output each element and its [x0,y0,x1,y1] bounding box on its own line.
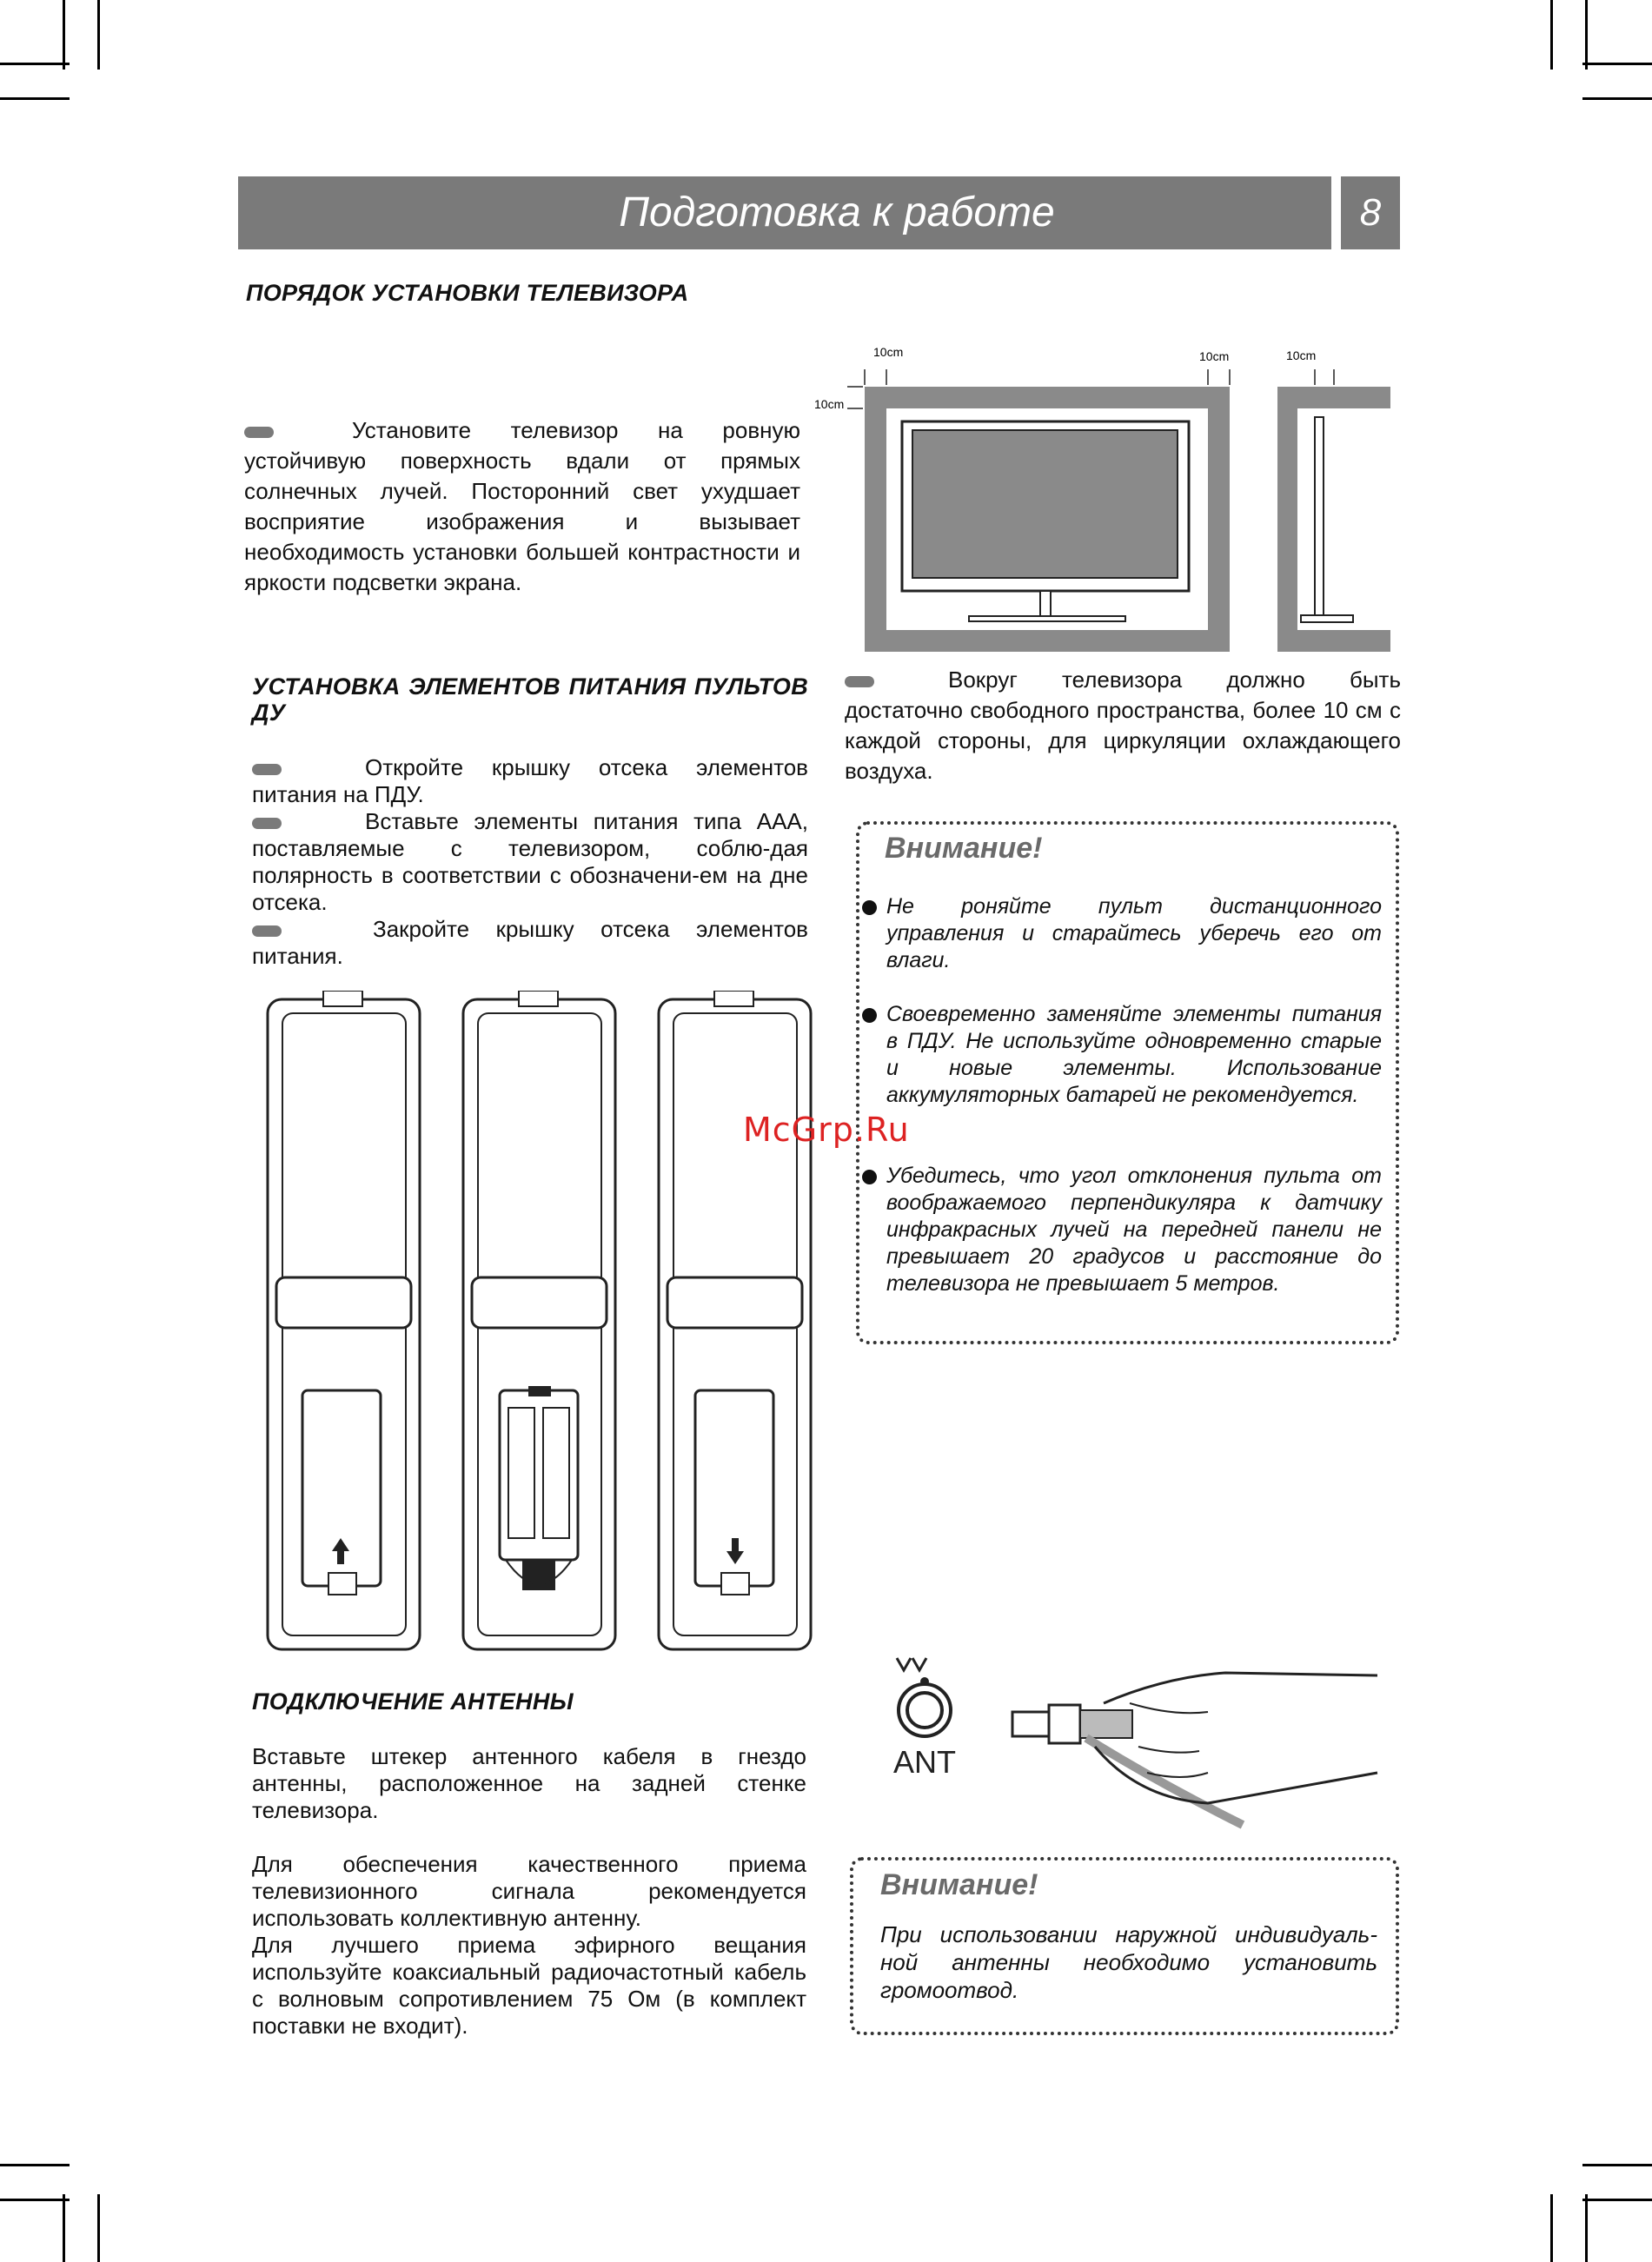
page-title: Подготовка к работе [238,176,1331,249]
ant-label: ANT [893,1744,956,1780]
antenna-paragraph-3: Для лучшего приема эфирного вещания используйте коаксиальный радиочастотный кабель с волновым сопротивлением 75 Ом (в комплект поставки не входит). [252,1932,806,2039]
remote-close-cover-icon [659,991,811,1649]
battery-step-1: Откройте крышку отсека элементов питания на ПДУ. [252,754,808,807]
clearance-floor-front [865,630,1230,652]
bullet-icon [252,818,282,829]
crop-mark [1582,2199,1652,2201]
battery-icon [543,1408,569,1538]
dimension-label: 10cm [873,345,904,359]
crop-mark [1585,0,1588,70]
warning-item: Убедитесь, что угол отклонения пульта от воображаемого перпендикуляра к датчику инфракрасных лучей на передней панели не превышает 20 градусов и расстояние до телевизора не превышает 5 метров. [860,1163,1382,1297]
warning-title: Внимание! [880,1868,1038,1901]
remote-battery-figure [261,991,817,1660]
clearance-paragraph: Вокруг телевизора должно быть достаточно свободного пространства, более 10 см с каждой стороны, для циркуляции охлаждающего воздуха. [845,667,1401,784]
remote-batteries-icon [463,991,615,1649]
bullet-icon [244,427,274,438]
warning-item: Своевременно заменяйте элементы питания в ПДУ. Не используйте одновременно старые и новые элементы. Использование аккумуляторных батарей не рекомендуется. [860,1001,1382,1109]
page-number: 8 [1341,176,1400,249]
bullet-icon [252,764,282,775]
hand-plug-icon [1012,1673,1377,1825]
crop-mark [63,0,65,70]
dimension-label: 10cm [1286,348,1317,362]
dimension-label: 10cm [814,397,845,411]
dimension-label: 10cm [1199,349,1230,363]
tv-side-icon [1315,417,1324,617]
battery-steps [252,754,808,970]
crop-mark [0,63,70,65]
battery-icon [508,1408,534,1538]
crop-mark [0,2164,70,2166]
heading-batteries: УСТАНОВКА ЭЛЕМЕНТОВ ПИТАНИЯ ПУЛЬТОВ ДУ [252,673,808,726]
remote-open-cover-icon [268,991,420,1649]
crop-mark [1585,2194,1588,2262]
tv-base [969,616,1125,621]
crop-mark [0,2199,70,2201]
battery-step-2: Вставьте элементы питания типа ААА, поставляемые с телевизором, соблю-дая полярность в соответствии с обозначени-ем на дне отсека. [252,808,808,915]
crop-mark [1550,2194,1553,2262]
warning-title: Внимание! [885,832,1043,865]
bullet-icon [252,925,282,937]
bullet-icon [845,676,874,687]
warning-item: Не роняйте пульт дистанционного управления и старайтесь уберечь его от влаги. [860,893,1382,974]
antenna-symbol-icon [897,1658,951,1736]
watermark: McGrp.Ru [743,1111,910,1149]
heading-install: ПОРЯДОК УСТАНОВКИ ТЕЛЕВИЗОРА [246,280,689,306]
crop-mark [63,2194,65,2262]
antenna-paragraph-2: Для обеспечения качественного приема телевизионного сигнала рекомендуется использовать коллективную антенну. [252,1851,806,1931]
warning-text: При использовании наружной индивидуаль-ной антенны необходимо установить громоотвод. [880,1921,1377,2003]
crop-mark [97,0,100,70]
tv-side-base [1301,615,1353,622]
bullet-dot-icon [862,900,877,915]
antenna-connection-figure [878,1651,1382,1860]
crop-mark [97,2194,100,2262]
crop-mark [0,97,70,100]
tv-screen [912,430,1178,578]
antenna-paragraph-1: Вставьте штекер антенного кабеля в гнездо антенны, расположенное на задней стенке телевизора. [252,1743,806,1823]
bullet-dot-icon [862,1170,877,1184]
crop-mark [1582,2164,1652,2166]
crop-mark [1582,97,1652,100]
clearance-frame-side [1277,387,1390,652]
crop-mark [1550,0,1553,70]
install-paragraph: Установите телевизор на ровную устойчивую поверхность вдали от прямых солнечных лучей. Посторонний свет ухудшает восприятие изображения и вызывает необходимость установки большей контрастности и яркости подсветки экрана. [244,417,800,595]
battery-step-3: Закройте крышку отсека элементов питания. [252,916,808,969]
heading-antenna: ПОДКЛЮЧЕНИЕ АНТЕННЫ [252,1688,574,1715]
bullet-dot-icon [862,1008,877,1023]
tv-clearance-figure [813,343,1399,665]
tv-neck [1040,591,1051,617]
crop-mark [1582,63,1652,65]
